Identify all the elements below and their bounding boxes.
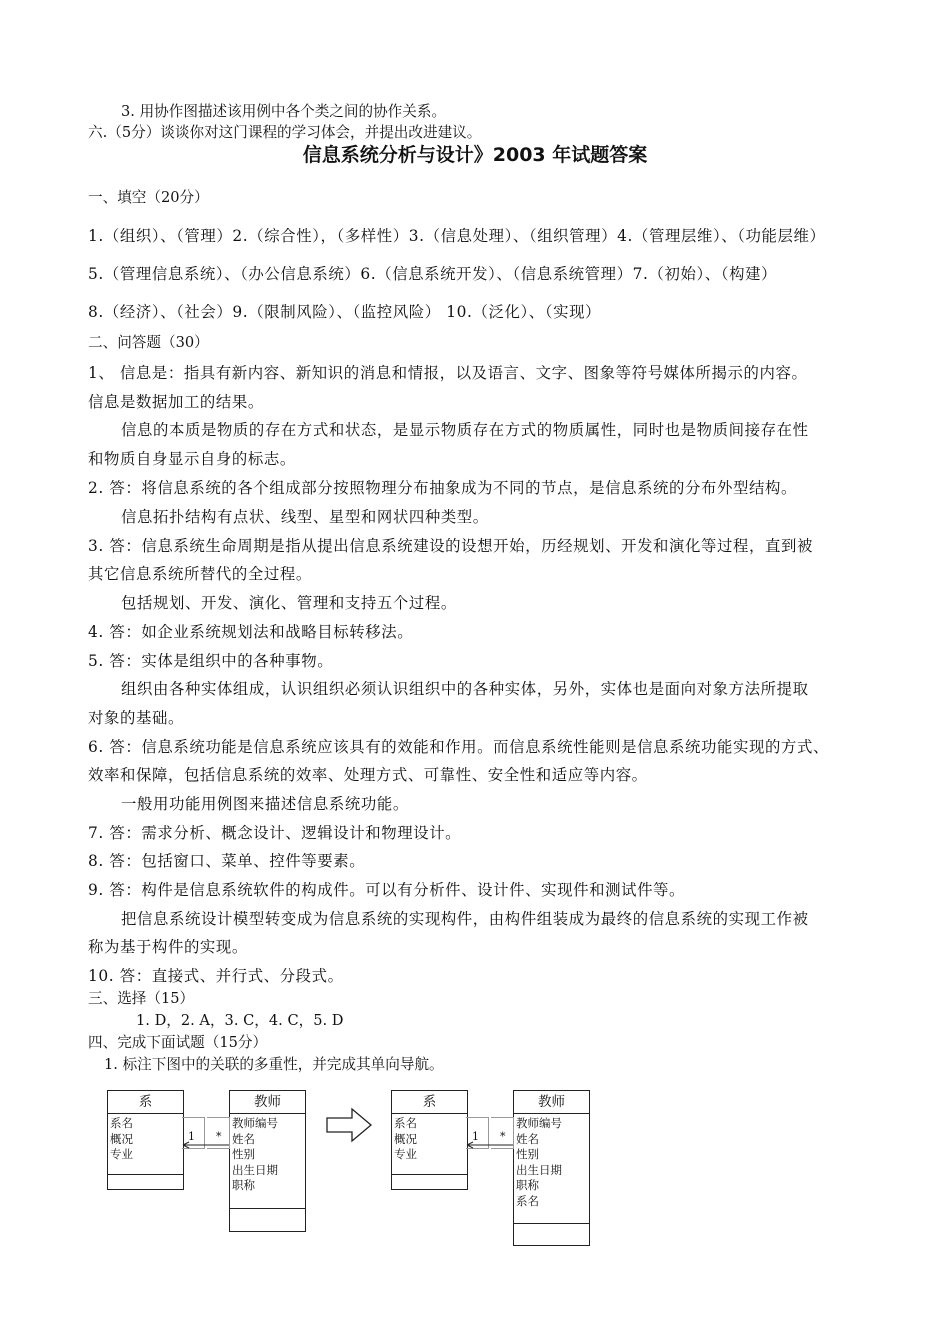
section-4-heading: 四、完成下面试题（15分）	[88, 1034, 268, 1051]
right-teacher-attr: 职称	[516, 1178, 539, 1192]
left-dept-class-name: 系	[108, 1091, 183, 1114]
question-4-1: 1. 标注下图中的关联的多重性，并完成其单向导航。	[104, 1056, 444, 1073]
answer-5-line-2: 组织由各种实体组成，认识组织必须认识组织中的各种实体，另外，实体也是面向对象方法所提取	[121, 680, 809, 698]
right-dept-class-name: 系	[392, 1091, 467, 1114]
right-dept-attr: 系名	[394, 1116, 417, 1130]
right-teacher-attr: 姓名	[516, 1131, 539, 1146]
right-dept-class-box	[391, 1090, 468, 1190]
section-3-heading: 三、选择（15）	[88, 990, 195, 1007]
answer-9-line-2: 把信息系统设计模型转变成为信息系统的实现构件，由构件组装成为最终的信息系统的实现工作被	[121, 910, 809, 928]
answer-5-line-1: 5. 答：实体是组织中的各种事物。	[88, 652, 334, 670]
left-mult-many-label: *	[216, 1130, 222, 1143]
fill-answers-line-2: 5.（管理信息系统）、（办公信息系统）6.（信息系统开发）、（信息系统管理）7.（初始）、（构建）	[88, 265, 778, 283]
answer-5-line-3: 对象的基础。	[88, 709, 184, 727]
right-teacher-attr: 出生日期	[516, 1162, 562, 1177]
left-teacher-operations-divider	[230, 1208, 305, 1209]
answer-10: 10. 答：直接式、并行式、分段式。	[88, 967, 344, 985]
answer-6-line-1: 6. 答：信息系统功能是信息系统应该具有的效能和作用。而信息系统性能则是信息系统功能实现的方式、	[88, 738, 829, 756]
left-teacher-attr: 教师编号	[232, 1116, 278, 1130]
section-2-heading: 二、问答题（30）	[88, 334, 209, 351]
left-teacher-class-name: 教师	[230, 1091, 305, 1114]
left-dept-operations-divider	[108, 1174, 183, 1175]
answer-9-line-1: 9. 答：构件是信息系统软件的构成件。可以有分析件、设计件、实现件和测试件等。	[88, 881, 686, 899]
left-dept-attr: 概况	[110, 1131, 133, 1146]
right-dept-attr: 专业	[394, 1147, 417, 1161]
right-dept-operations-divider	[392, 1174, 467, 1175]
left-navigation-arrow	[180, 1139, 240, 1159]
left-dept-attr: 专业	[110, 1147, 133, 1161]
answer-7: 7. 答：需求分析、概念设计、逻辑设计和物理设计。	[88, 824, 462, 842]
right-mult-one-label: 1	[472, 1130, 479, 1143]
transform-arrow-icon	[325, 1107, 375, 1143]
right-mult-many-label: *	[500, 1130, 506, 1143]
left-teacher-attr: 性别	[232, 1147, 255, 1161]
answer-8: 8. 答：包括窗口、菜单、控件等要素。	[88, 852, 366, 870]
section-6-heading: 六.（5分）谈谈你对这门课程的学习体会，并提出改进建议。	[88, 124, 482, 141]
fill-answers-line-3: 8.（经济）、（社会）9.（限制风险）、（监控风险） 10.（泛化）、（实现）	[88, 303, 602, 321]
right-dept-attr: 概况	[394, 1131, 417, 1146]
right-teacher-class-box	[513, 1090, 590, 1246]
question-3: 3. 用协作图描述该用例中各个类之间的协作关系。	[121, 103, 447, 120]
answer-3-line-1: 3. 答：信息系统生命周期是指从提出信息系统建设的设想开始，历经规划、开发和演化等过程，直到被	[88, 537, 813, 555]
left-teacher-attr: 出生日期	[232, 1162, 278, 1177]
right-teacher-attr: 教师编号	[516, 1116, 562, 1130]
left-teacher-attr: 职称	[232, 1178, 255, 1192]
answer-6-line-3: 一般用功能用例图来描述信息系统功能。	[121, 795, 409, 813]
right-teacher-attr: 系名	[516, 1193, 539, 1208]
fill-answers-line-1: 1.（组织）、（管理）2.（综合性），（多样性）3.（信息处理）、（组织管理）4.（管理层维）、（功能层维）	[88, 227, 826, 245]
answer-1-line-2: 信息是数据加工的结果。	[88, 393, 264, 411]
answer-9-line-3: 称为基于构件的实现。	[88, 938, 248, 956]
right-navigation-arrow	[464, 1139, 524, 1159]
left-teacher-class-box	[229, 1090, 306, 1232]
answer-3-line-3: 包括规划、开发、演化、管理和支持五个过程。	[121, 594, 457, 612]
left-mult-one-label: 1	[188, 1130, 195, 1143]
section-1-heading: 一、填空（20分）	[88, 189, 209, 206]
left-dept-class-box	[107, 1090, 184, 1190]
left-dept-attr: 系名	[110, 1116, 133, 1130]
answer-1-line-1: 1、 信息是：指具有新内容、新知识的消息和情报，以及语言、文字、图象等符号媒体所揭示的内容。	[88, 364, 808, 382]
answer-6-line-2: 效率和保障，包括信息系统的效率、处理方式、可靠性、安全性和适应等内容。	[88, 766, 648, 784]
answer-2-line-2: 信息拓扑结构有点状、线型、星型和网状四种类型。	[121, 508, 489, 526]
left-teacher-attr: 姓名	[232, 1131, 255, 1146]
right-teacher-attr: 性别	[516, 1147, 539, 1161]
right-teacher-operations-divider	[514, 1223, 589, 1224]
answer-4: 4. 答：如企业系统规划法和战略目标转移法。	[88, 623, 414, 641]
answer-1-line-3: 信息的本质是物质的存在方式和状态，是显示物质存在方式的物质属性，同时也是物质间接存在性	[121, 421, 809, 439]
page-title: 信息系统分析与设计》2003 年试题答案	[302, 144, 648, 166]
choice-answers: 1. D，2. A，3. C，4. C，5. D	[136, 1012, 344, 1029]
answer-3-line-2: 其它信息系统所替代的全过程。	[88, 565, 312, 583]
answer-2-line-1: 2. 答：将信息系统的各个组成部分按照物理分布抽象成为不同的节点，是信息系统的分布外型结构。	[88, 479, 797, 497]
right-teacher-class-name: 教师	[514, 1091, 589, 1114]
answer-1-line-4: 和物质自身显示自身的标志。	[88, 450, 296, 468]
